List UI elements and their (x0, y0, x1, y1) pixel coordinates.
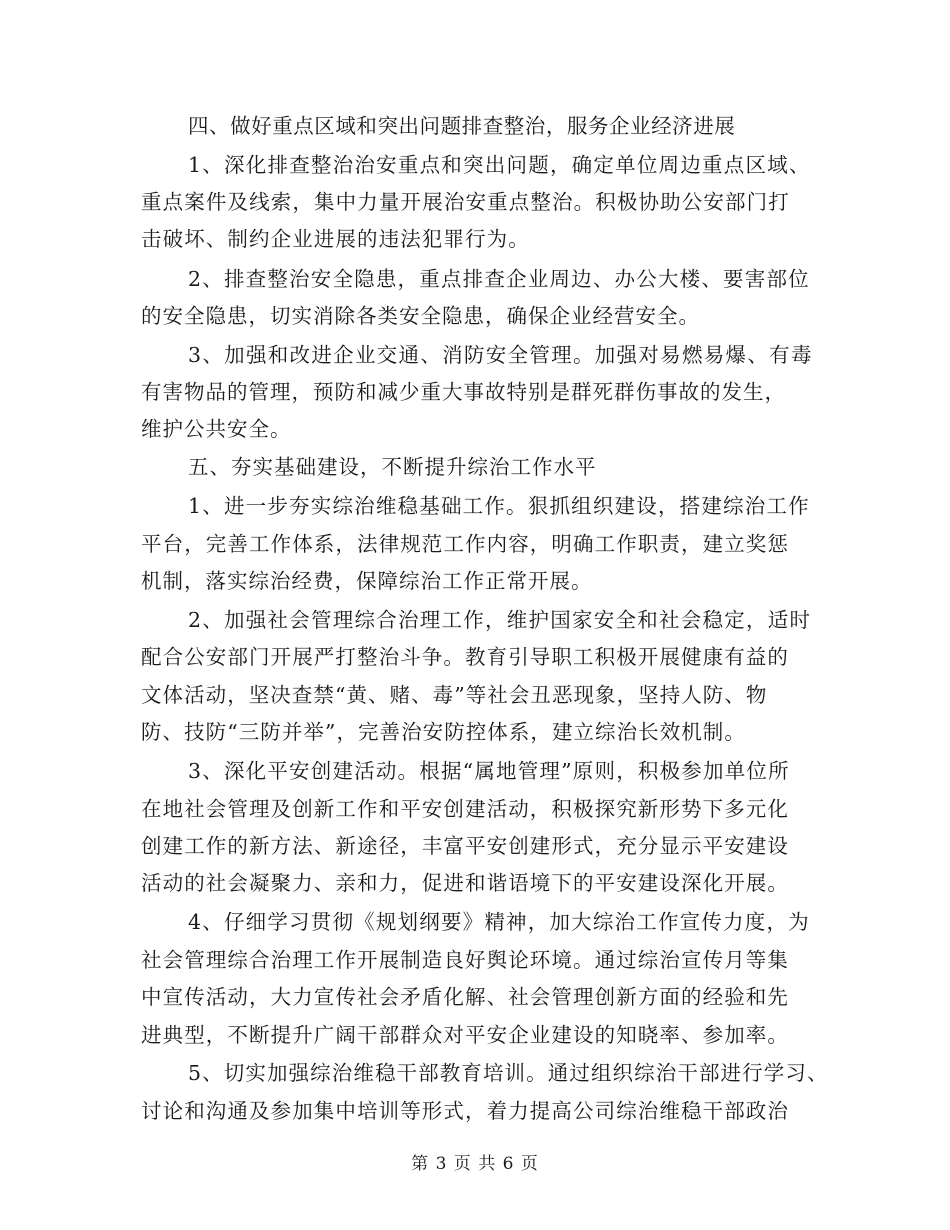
paragraph-line: 2、加强社会管理综合治理工作，维护国家安全和社会稳定，适时 (188, 608, 812, 632)
paragraph-line: 讨论和沟通及参加集中培训等形式，着力提高公司综治维稳干部政治 (141, 1099, 789, 1123)
paragraph-line: 有害物品的管理，预防和减少重大事故特别是群死群伤事故的发生， (141, 380, 786, 404)
paragraph-line: 进典型，不断提升广阔干部群众对平安企业建设的知晓率、参加率。 (141, 1023, 789, 1047)
heading-four: 四、做好重点区域和突出问题排查整治，服务企业经济进展 (188, 114, 736, 138)
paragraph-line: 机制，落实综治经费，保障综治工作正常开展。 (141, 569, 593, 593)
paragraph-line: 5、切实加强综治维稳干部教育培训。通过组织综治干部进行学习、 (188, 1061, 829, 1085)
paragraph-line: 1、进一步夯实综治维稳基础工作。狠抓组织建设，搭建综治工作 (188, 494, 810, 518)
paragraph-line: 防、技防“三防并举”，完善治安防控体系，建立综治长效机制。 (141, 720, 746, 744)
paragraph-line: 配合公安部门开展严打整治斗争。教育引导职工积极开展健康有益的 (141, 645, 789, 669)
paragraph-line: 4、仔细学习贯彻《规划纲要》精神，加大综治工作宣传力度，为 (188, 910, 810, 934)
heading-five: 五、夯实基础建设，不断提升综治工作水平 (188, 455, 597, 479)
paragraph-line: 3、深化平安创建活动。根据“属地管理”原则，积极参加单位所 (188, 759, 790, 783)
paragraph-line: 重点案件及线索，集中力量开展治安重点整治。积极协助公安部门打 (141, 190, 790, 214)
paragraph-line: 1、深化排查整治治安重点和突出问题，确定单位周边重点区域、 (188, 153, 811, 177)
paragraph-line: 在地社会管理及创新工作和平安创建活动，积极探究新形势下多元化 (141, 797, 789, 821)
paragraph-line: 活动的社会凝聚力、亲和力，促进和谐语境下的平安建设深化开展。 (141, 871, 789, 895)
paragraph-line: 中宣传活动，大力宣传社会矛盾化解、社会管理创新方面的经验和先 (141, 985, 789, 1009)
paragraph-line: 平台，完善工作体系，法律规范工作内容，明确工作职责，建立奖惩 (141, 532, 789, 556)
paragraph-line: 击破坏、制约企业进展的违法犯罪行为。 (141, 227, 530, 251)
page-number-footer: 第 3 页 共 6 页 (411, 1154, 539, 1174)
paragraph-line: 创建工作的新方法、新途径，丰富平安创建形式，充分显示平安建设 (141, 834, 789, 858)
paragraph-line: 维护公共安全。 (141, 417, 292, 441)
paragraph-line: 文体活动，坚决查禁“黄、赌、毒”等社会丑恶现象，坚持人防、物 (141, 683, 768, 707)
paragraph-line: 社会管理综合治理工作开展制造良好舆论环境。通过综治宣传月等集 (141, 948, 789, 972)
paragraph-line: 的安全隐患，切实消除各类安全隐患，确保企业经营安全。 (141, 304, 700, 328)
paragraph-line: 2、排查整治安全隐患，重点排查企业周边、办公大楼、要害部位 (188, 267, 810, 291)
paragraph-line: 3、加强和改进企业交通、消防安全管理。加强对易燃易爆、有毒 (188, 343, 813, 367)
